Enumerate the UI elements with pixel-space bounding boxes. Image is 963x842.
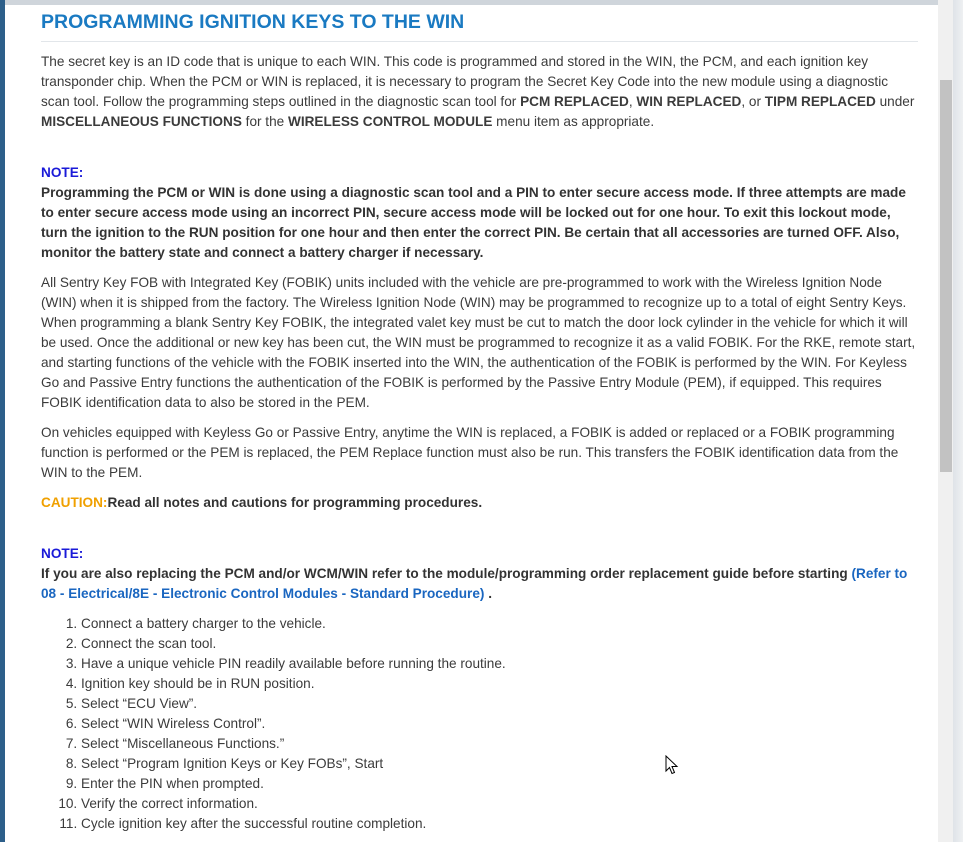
note-2-tail: . <box>484 586 492 601</box>
intro-text-3: , or <box>741 94 765 109</box>
note-text-2 <box>41 564 918 604</box>
intro-bold-tipm-replaced: TIPM REPLACED <box>764 94 876 109</box>
note-label-2: NOTE: <box>41 546 84 561</box>
note-label: NOTE: <box>41 165 84 180</box>
step-item: 9. Enter the PIN when prompted. <box>81 774 918 794</box>
intro-bold-wireless-control-module: WIRELESS CONTROL MODULE <box>287 114 493 129</box>
step-item: 4. Ignition key should be in RUN position. <box>81 674 918 694</box>
step-item: 8. Select “Program Ignition Keys or Key FOBs”, Start <box>81 754 918 774</box>
intro-bold-pcm-replaced: PCM REPLACED <box>520 94 629 109</box>
programming-steps-list <box>41 614 918 834</box>
intro-paragraph <box>41 52 918 132</box>
refer-to-procedure-link[interactable]: (Refer to 08 - Electrical/8E - Electronic Control Modules - Standard Procedure) <box>41 566 908 601</box>
step-item: 5. Select “ECU View”. <box>81 694 918 714</box>
step-item: 10. Verify the correct information. <box>81 794 918 814</box>
intro-text-4: under <box>875 94 915 109</box>
window-frame-right <box>953 0 963 842</box>
fobik-paragraph: All Sentry Key FOB with Integrated Key (FOBIK) units included with the vehicle are pre-programmed to work with the Wireless Ignition Node (WIN) when it is shipped from the factory. The Wireless Ignition Node (WIN) may be programmed to recognize up to a total of eight Sentry Keys. When programming a blank Sentry Key FOBIK, the integrated valet key must be cut to match the door lock cylinder in the vehicle for which it will be used. Once the additional or new key has been cut, the WIN must be programmed to recognize it as a valid FOBIK. For the RKE, remote start, and starting functions of the vehicle with the FOBIK inserted into the WIN, the authentication of the FOBIK is performed by the WIN. For Keyless Go and Passive Entry functions the authentication of the FOBIK is performed by the Passive Entry Module (PEM), if equipped. This requires FOBIK identification data to also be stored in the PEM. <box>41 275 916 410</box>
intro-text-1: The secret key is an ID code that is unique to each WIN. This code is programmed and stored in the WIN, the PCM, and each ignition key transponder chip. When the PCM or WIN is replaced, it is necessary to program the Secret Key Code into the new module using a diagnostic scan tool. Follow the programming steps outlined in the diagnostic scan tool for <box>41 54 889 109</box>
intro-text-2: , <box>628 94 637 109</box>
step-item: 11. Cycle ignition key after the successful routine completion. <box>81 814 918 834</box>
intro-bold-misc-functions: MISCELLANEOUS FUNCTIONS <box>41 114 242 129</box>
step-item: 7. Select “Miscellaneous Functions.” <box>81 734 918 754</box>
scrollbar-thumb[interactable] <box>940 80 952 472</box>
intro-text-5: for the <box>241 114 288 129</box>
step-item: 2. Connect the scan tool. <box>81 634 918 654</box>
page-title: PROGRAMMING IGNITION KEYS TO THE WIN <box>41 9 918 42</box>
caution-label: CAUTION: <box>41 495 108 510</box>
caution <box>41 493 918 513</box>
note-text: Programming the PCM or WIN is done using a diagnostic scan tool and a PIN to enter secure access mode. If three attempts are made to enter secure access mode using an incorrect PIN, secure access mode will be locked out for one hour. To exit this lockout mode, turn the ignition to the RUN position for one hour and then enter the correct PIN. Be certain that all accessories are turned OFF. Also, monitor the battery state and connect a battery charger if necessary. <box>41 185 906 260</box>
step-item: 1. Connect a battery charger to the vehicle. <box>81 614 918 634</box>
intro-bold-win-replaced: WIN REPLACED <box>636 94 742 109</box>
intro-text-6: menu item as appropriate. <box>492 114 655 129</box>
caution-text: Read all notes and cautions for programming procedures. <box>107 495 483 510</box>
step-item: 6. Select “WIN Wireless Control”. <box>81 714 918 734</box>
pem-paragraph: On vehicles equipped with Keyless Go or Passive Entry, anytime the WIN is replaced, a FOBIK is added or replaced or a FOBIK programming function is performed or the PEM is replaced, the PEM Replace function must also be run. This transfers the FOBIK identification data from the WIN to the PEM. <box>41 425 899 480</box>
document-content <box>5 5 938 842</box>
step-item: 3. Have a unique vehicle PIN readily available before running the routine. <box>81 654 918 674</box>
mouse-pointer-icon <box>665 755 679 775</box>
note-2-body: If you are also replacing the PCM and/or WCM/WIN refer to the module/programming order replacement guide before starting <box>41 566 852 581</box>
